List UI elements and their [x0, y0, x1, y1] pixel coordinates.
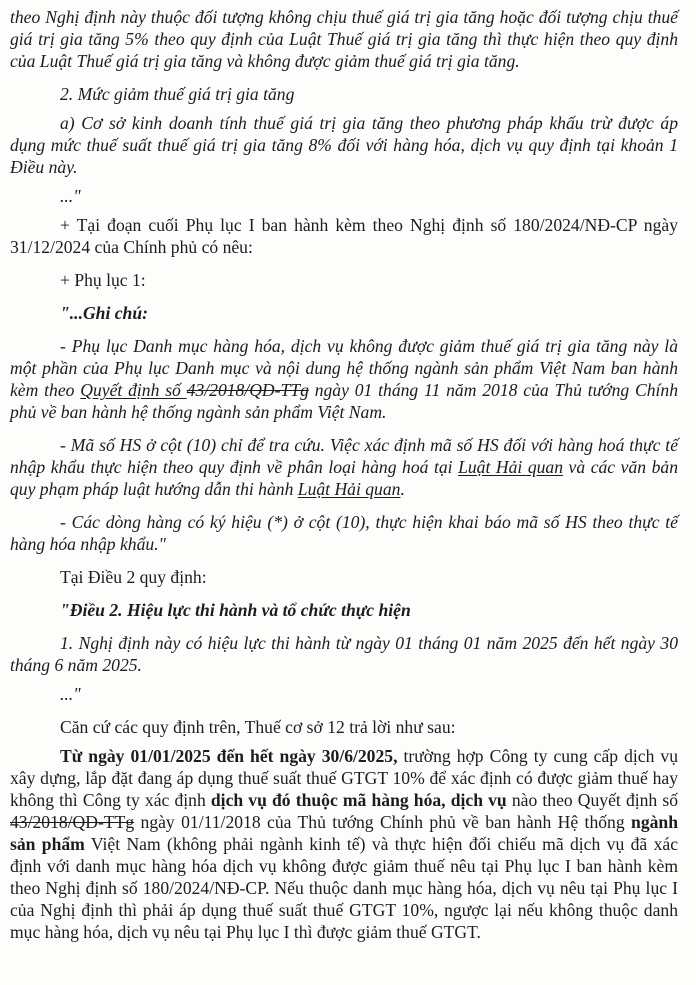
- note-item-1-tail: ngày 01 tháng 11 năm 2018 của Thủ tướng Chính phủ về ban hành hệ thống ngành sản phẩm Việt Nam.: [10, 380, 678, 422]
- note-item-2-end: .: [400, 479, 405, 499]
- decision-link-text[interactable]: Quyết định số: [80, 380, 187, 400]
- response-body-2: nào theo Quyết định số: [506, 790, 679, 810]
- decision-number-link[interactable]: 43/2018/QĐ-TTg: [186, 380, 309, 400]
- note-item-1-text: - Phụ lục Danh mục hàng hóa, dịch vụ không được giảm thuế giá trị gia tăng này là một phần của Phụ lục Danh mục và nội dung hệ thống ngành sản phẩm Việt Nam ban hành kèm theo: [10, 336, 678, 400]
- customs-law-link-2[interactable]: Luật Hải quan: [297, 479, 401, 499]
- note-heading: "...Ghi chú:: [60, 303, 148, 323]
- response-date-range: Từ ngày 01/01/2025 đến hết ngày 30/6/2025,: [60, 746, 398, 766]
- response-emphasis-2: ngành sản phẩm: [10, 812, 678, 854]
- article-2-clause-1: 1. Nghị định này có hiệu lực thi hành từ ngày 01 tháng 01 năm 2025 đến hết ngày 30 tháng 6 năm 2025.: [10, 633, 678, 675]
- article-2-heading: "Điều 2. Hiệu lực thi hành và tổ chức thực hiện: [60, 600, 411, 620]
- response-body-1: trường hợp Công ty cung cấp dịch vụ xây dựng, lắp đặt đang áp dụng thuế suất thuế GTGT 10% để xác định có được giảm thuế hay không thì Công ty xác định: [10, 746, 678, 810]
- response-body-4: Việt Nam (không phải ngành kinh tế) và thực hiện đối chiếu mã dịch vụ đã xác định với danh mục hàng hóa dịch vụ không được giảm thuế nêu tại Phụ lục I ban hành kèm theo Nghị định số 180/2024/NĐ-CP. Nếu thuộc danh mục hàng hóa, dịch vụ nêu tại Phụ lục I của Nghị định thì phải áp dụng thuế suất thuế GTGT 10%, ngược lại nếu không thuộc danh mục hàng hóa, dịch vụ nêu tại Phụ lục I thì được giảm thuế GTGT.: [10, 834, 678, 942]
- note-item-1: [10, 335, 678, 423]
- note-item-3: - Các dòng hàng có ký hiệu (*) ở cột (10), thực hiện khai báo mã số HS theo thực tế hàng hóa nhập khẩu.": [10, 512, 678, 554]
- section-heading-2: 2. Mức giảm thuế giá trị gia tăng: [60, 84, 295, 104]
- response-emphasis-1: dịch vụ đó thuộc mã hàng hóa, dịch vụ: [210, 790, 507, 810]
- paragraph-continuation: theo Nghị định này thuộc đối tượng không chịu thuế giá trị gia tăng hoặc đối tượng chịu thuế giá trị gia tăng 5% theo quy định của Luật Thuế giá trị gia tăng thì thực hiện theo quy định của Luật Thuế giá trị gia tăng và không được giảm thuế giá trị gia tăng.: [10, 7, 678, 71]
- appendix-label: + Phụ lục 1:: [60, 270, 146, 290]
- note-item-2-mid: và các văn bản quy phạm pháp luật hướng dẫn thi hành: [10, 457, 678, 499]
- ellipsis-quote-end: ...": [60, 186, 81, 206]
- paragraph-appendix-note: + Tại đoạn cuối Phụ lục I ban hành kèm theo Nghị định số 180/2024/NĐ-CP ngày 31/12/2024 của Chính phủ có nêu:: [10, 215, 678, 257]
- response-body: [10, 745, 678, 943]
- customs-law-link-1[interactable]: Luật Hải quan: [458, 457, 564, 477]
- article-2-intro: Tại Điều 2 quy định:: [60, 567, 207, 587]
- note-item-2: [10, 434, 678, 500]
- ellipsis-quote-end-2: ...": [60, 684, 81, 704]
- response-body-3: ngày 01/11/2018 của Thủ tướng Chính phủ về ban hành Hệ thống: [134, 812, 632, 832]
- note-item-2-text: - Mã số HS ở cột (10) chỉ để tra cứu. Việc xác định mã số HS đối với hàng hoá thực tế nhập khẩu thực hiện theo quy định về phân loại hàng hoá tại: [10, 435, 678, 477]
- decision-number-link-2[interactable]: 43/2018/QĐ-TTg: [10, 812, 135, 832]
- response-intro: Căn cứ các quy định trên, Thuế cơ sở 12 trả lời như sau:: [60, 717, 456, 737]
- paragraph-2a: a) Cơ sở kinh doanh tính thuế giá trị gia tăng theo phương pháp khấu trừ được áp dụng mức thuế suất thuế giá trị gia tăng 8% đối với hàng hóa, dịch vụ quy định tại khoản 1 Điều này.: [10, 113, 678, 177]
